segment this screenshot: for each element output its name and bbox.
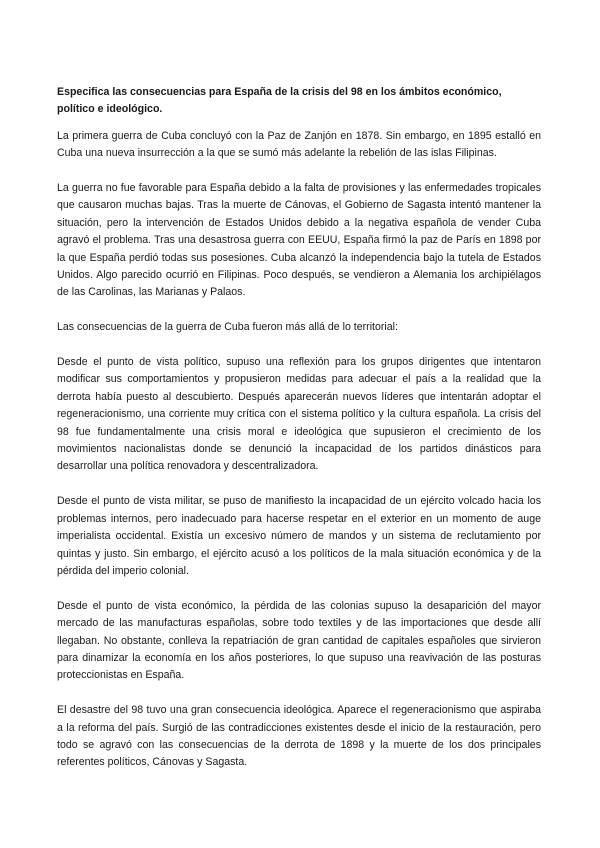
paragraph-war-outcome: La guerra no fue favorable para España debido a la falta de provisiones y las enfermedades tropicales que causaron muchas bajas. Tras la muerte de Cánovas, el Gobierno de Sagasta intentó mantener la situación, pero la intervención de Estados Unidos debido a la negativa española de vender Cuba agravó el problema. Tras una desastrosa guerra con EEUU, España firmó la paz de París en 1898 por la que España perdió todas sus posesiones. Cuba alcanzó la independencia bajo la tutela de Estados Unidos. Algo parecido ocurrió en Filipinas. Poco después, se vendieron a Alemania los archipiélagos de las Carolinas, las Marianas y Palaos. <box>57 182 541 299</box>
document-page <box>57 84 541 789</box>
paragraph-military-consequences: Desde el punto de vista militar, se puso de manifiesto la incapacidad de un ejército volcado hacia los problemas internos, pero inadecuado para hacerse respetar en el exterior en un momento de auge imperialista occidental. Existía un excesivo número de mandos y un sistema de reclutamiento por quintas y justo. Sin embargo, el ejército acusó a los políticos de la mala situación económica y de la pérdida del imperio colonial. <box>57 495 541 577</box>
paragraph-consequences-intro: Las consecuencias de la guerra de Cuba fueron más allá de lo territorial: <box>57 321 398 334</box>
paragraph-ideological-consequences: El desastre del 98 tuvo una gran consecuencia ideológica. Aparece el regeneracionismo que aspiraba a la reforma del país. Surgió de las contradicciones existentes desde el inicio de la restauración, pero todo se agravó con las consecuencias de la derrota de 1898 y la muerte de los dos principales referentes políticos, Cánovas y Sagasta. <box>57 704 541 769</box>
paragraph-political-consequences: Desde el punto de vista político, supuso una reflexión para los grupos dirigentes que intentaron modificar sus comportamientos y propusieron medidas para adecuar el país a la realidad que la derrota había puesto al descubierto. Después aparecerán nuevos líderes que intentarán adoptar el regeneracionismo, una corriente muy crítica con el sistema político y la cultura española. La crisis del 98 fue fundamentalmente una crisis moral e ideológica que supusieron el crecimiento de los movimientos nacionalistas donde se denunció la incapacidad de los partidos dinásticos para desarrollar una política renovadora y descentralizadora. <box>57 356 541 473</box>
question-heading: Especifica las consecuencias para España de la crisis del 98 en los ámbitos económico, político e ideológico. <box>57 86 502 116</box>
paragraph-economic-consequences: Desde el punto de vista económico, la pérdida de las colonias supuso la desaparición del mayor mercado de las manufacturas españolas, sobre todo textiles y de las importaciones que desde allí llegaban. No obstante, conlleva la repatriación de gran cantidad de capitales españoles que sirvieron para dinamizar la economía en los años posteriores, lo que supuso una reavivación de las posturas proteccionistas en España. <box>57 599 541 682</box>
paragraph-cuban-war-intro: La primera guerra de Cuba concluyó con la Paz de Zanjón en 1878. Sin embargo, en 1895 estalló en Cuba una nueva insurrección a la que se sumó más adelante la rebelión de las islas Filipinas. <box>57 129 541 160</box>
